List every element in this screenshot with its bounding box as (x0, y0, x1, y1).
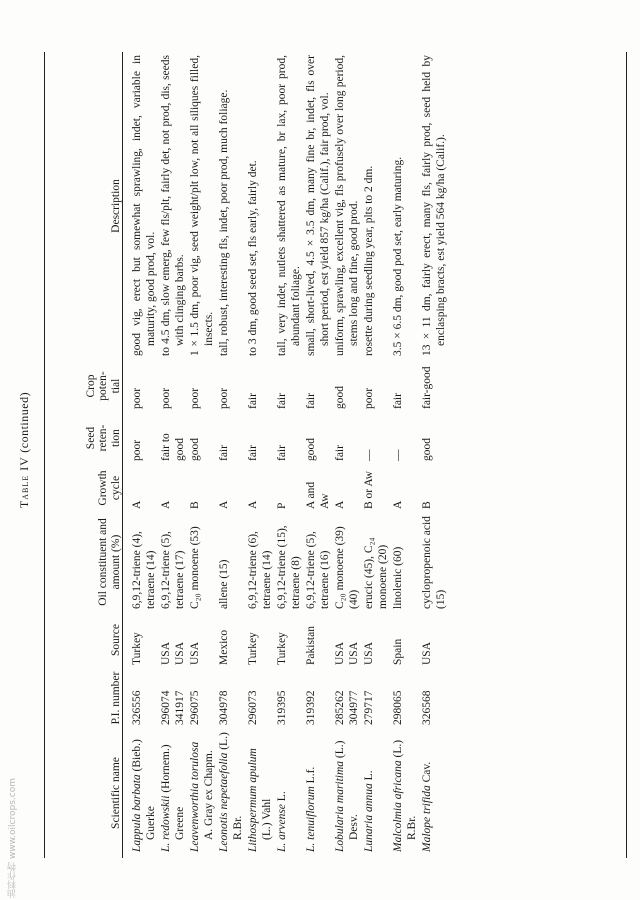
cell-oil: 6,9,12-triene (6), tetraene (14) (247, 531, 273, 609)
watermark: 油料作物 www.oilcrops.com (8, 778, 18, 898)
caption-suffix: (continued) (17, 391, 31, 457)
header-growth-cycle: Growth cycle (97, 470, 122, 506)
cell-scientific-name (245, 728, 274, 858)
cell-growth-cycle: A and Aw (305, 481, 331, 509)
authority: L. (276, 791, 288, 805)
cell-seed-retention: good (189, 438, 201, 461)
cell-source: Mexico (218, 629, 230, 665)
cell-growth-cycle: A (131, 500, 143, 509)
species-name: Malcolmia africana (392, 760, 404, 852)
authority: (L.) R.Br. (392, 739, 418, 840)
header-description: Description (109, 179, 122, 233)
cell-pi-number: 296075 (189, 690, 201, 725)
cell-scientific-name (126, 728, 158, 858)
cell-pi-number: 319392 (305, 690, 317, 725)
cell-scientific-name (216, 728, 245, 858)
cell-crop-potential: fair-good (421, 366, 433, 409)
authority: (L.) R.Br. (218, 732, 244, 840)
cell-crop-potential: poor (218, 387, 230, 409)
species-name: Lappula barbata (131, 774, 143, 852)
cell-source: USA (189, 641, 201, 665)
cell-description: tall, very indet, nutlets shattered as mature, br lax, poor prod, abundant foliage. (276, 55, 302, 356)
cell-crop-potential: poor (131, 387, 143, 409)
cell-source: Turkey (276, 632, 288, 665)
cell-pi-number: 304978 (218, 690, 230, 725)
cell-growth-cycle: B or Aw (363, 471, 375, 509)
table-row (187, 52, 216, 858)
cell-crop-potential: good (334, 386, 346, 409)
cell-scientific-name (303, 728, 332, 858)
cell-seed-retention: — (392, 449, 404, 461)
cell-crop-potential: fair (392, 393, 404, 409)
species-name: Leavenworthia torulosa (189, 741, 201, 852)
authority: L.f. (305, 766, 317, 787)
cell-seed-retention: fair (334, 445, 346, 461)
cell-crop-potential: fair (305, 393, 317, 409)
cell-pi-number: 326568 (421, 690, 433, 725)
header-oil: Oil constituent and amount (%) (97, 518, 122, 606)
table-row (361, 52, 390, 858)
cell-oil: C₂₀ monoene (53) (189, 526, 201, 609)
cell-description: 13 × 11 dm, fairly erect, many fls, fairly prod, seed held by enclasping bracts, est yield 564 kg/ha (Calif.). (421, 55, 447, 356)
cell-crop-potential: poor (160, 387, 172, 409)
cell-pi-number: 296074 341917 (160, 690, 186, 725)
cell-crop-potential: fair (247, 393, 259, 409)
species-name: Lobularia maritima (334, 760, 346, 852)
cell-oil: 6,9,12-triene (5), tetraene (17) (160, 531, 186, 609)
table-row (332, 52, 361, 858)
species-name: Lunaria annua (363, 783, 375, 852)
cell-seed-retention: poor (131, 439, 143, 461)
species-name: Malope trifida (421, 785, 433, 852)
cell-description: to 3 dm, good seed set, fls early, fairly det. (247, 160, 259, 356)
cell-growth-cycle: P (276, 502, 288, 509)
authority: Cav. (421, 761, 433, 786)
species-name: Leonotis nepetaefolia (218, 752, 230, 852)
cell-description: small, short-lived, 4.5 × 3.5 dm, many fine br, indet, fls over short period, est yield 857 kg/ha (Calif.), fair prod, vol. (305, 55, 331, 356)
table-row (419, 52, 448, 858)
cell-pi-number: 326556 (131, 690, 143, 725)
cell-oil: 6,9,12-triene (15), tetraene (8) (276, 525, 302, 609)
cell-growth-cycle: B (421, 501, 433, 509)
table-body (126, 52, 448, 858)
cell-seed-retention: fair (276, 445, 288, 461)
cell-oil: cyclopropenoic acid (15) (421, 516, 447, 609)
cell-crop-potential: poor (189, 387, 201, 409)
cell-crop-potential: fair (276, 393, 288, 409)
cell-source: Pakistan (305, 626, 317, 665)
cell-seed-retention: fair (218, 445, 230, 461)
data-table (44, 52, 448, 858)
cell-oil: 6,9,12-triene (4), tetraene (14) (131, 531, 157, 609)
header-scientific-name: Scientific name (109, 757, 122, 829)
table-row (274, 52, 303, 858)
cell-pi-number: 298065 (392, 690, 404, 725)
cell-description: rosette during seedling year, plts to 2 dm. (363, 165, 375, 356)
header-row (44, 52, 126, 858)
cell-description: 1 × 1.5 dm, poor vig, seed weight/plt low, not all siliques filled, insects. (189, 55, 215, 356)
cell-growth-cycle: B (189, 501, 201, 509)
cell-description: tall, robust, interesting fls, indet, poor prod, much foliage. (218, 89, 230, 356)
cell-scientific-name (332, 728, 361, 858)
header-seed-retention: Seed reten- tion (84, 424, 122, 452)
header-source: Source (109, 624, 122, 656)
cell-source: USA (421, 641, 433, 665)
caption-prefix: Table IV (17, 456, 31, 509)
cell-description: to 4.5 dm, slow emerg, few fls/plt, fairly det, not prod, dis, seeds with clinging barbs. (160, 55, 186, 356)
cell-growth-cycle: A (218, 500, 230, 509)
cell-seed-retention: fair (247, 445, 259, 461)
cell-scientific-name (187, 728, 216, 858)
cell-seed-retention: good (305, 438, 317, 461)
table-row (390, 52, 419, 858)
table-row (245, 52, 274, 858)
cell-pi-number: 319395 (276, 690, 288, 725)
table-row (216, 52, 245, 858)
species-name: L. arvense (276, 804, 288, 852)
cell-oil: linolenic (60) (392, 546, 404, 609)
cell-source: Turkey (247, 632, 259, 665)
table-caption (18, 0, 32, 900)
cell-growth-cycle: A (392, 500, 404, 509)
cell-oil: 6,9,12-triene (5), tetraene (16) (305, 531, 331, 609)
authority: (Hornem.) Greene (160, 744, 186, 840)
cell-pi-number: 296073 (247, 690, 259, 725)
cell-scientific-name (390, 728, 419, 858)
bottom-rule (626, 52, 627, 858)
cell-growth-cycle: A (160, 500, 172, 509)
cell-seed-retention: — (363, 449, 375, 461)
cell-growth-cycle: A (334, 500, 346, 509)
cell-seed-retention: good (421, 438, 433, 461)
cell-scientific-name (274, 728, 303, 858)
header-pi-number: P.I. number (109, 671, 122, 725)
table-row (303, 52, 332, 858)
species-name: L. redowskii (160, 795, 172, 852)
table-row (126, 52, 158, 858)
species-name: Lithospermum apulum (247, 748, 259, 852)
cell-scientific-name (158, 728, 187, 858)
cell-oil: allene (15) (218, 559, 230, 609)
cell-description: 3.5 × 6.5 dm, good pod set, early maturing. (392, 156, 404, 356)
cell-source: USA (363, 641, 375, 665)
cell-growth-cycle: A (247, 500, 259, 509)
cell-oil: erucic (45), C₂₄ monoene (20) (363, 537, 389, 609)
cell-scientific-name (419, 728, 448, 858)
authority: A. Gray ex Chapm. (202, 750, 215, 840)
cell-description: uniform, sprawling, excellent vig, fls profusely over long period, stems long and fine, good prod. (334, 55, 360, 356)
cell-pi-number: 285262 304977 (334, 690, 360, 725)
cell-description: good vig, erect but somewhat sprawling, indet, variable in maturity, good prod, vol. (131, 55, 157, 356)
cell-oil: C₂₀ monoene (39) (40) (334, 526, 360, 609)
authority: (L.) Vahl (260, 798, 273, 840)
cell-pi-number: 279717 (363, 690, 375, 725)
species-name: L. tenuiflorum (305, 786, 317, 852)
authority: (Bieb.) Guerke (131, 739, 157, 840)
authority: (L.) Desv. (334, 740, 360, 840)
header-crop-potential: Crop poten- tial (84, 371, 122, 401)
cell-source: Spain (392, 638, 404, 665)
cell-source: Turkey (131, 632, 143, 665)
cell-scientific-name (361, 728, 390, 858)
cell-source: USA USA (334, 641, 360, 665)
cell-seed-retention: fair to good (160, 433, 186, 461)
cell-source: USA USA (160, 641, 186, 665)
table-row (158, 52, 187, 858)
cell-crop-potential: poor (363, 387, 375, 409)
authority: L. (363, 770, 375, 784)
